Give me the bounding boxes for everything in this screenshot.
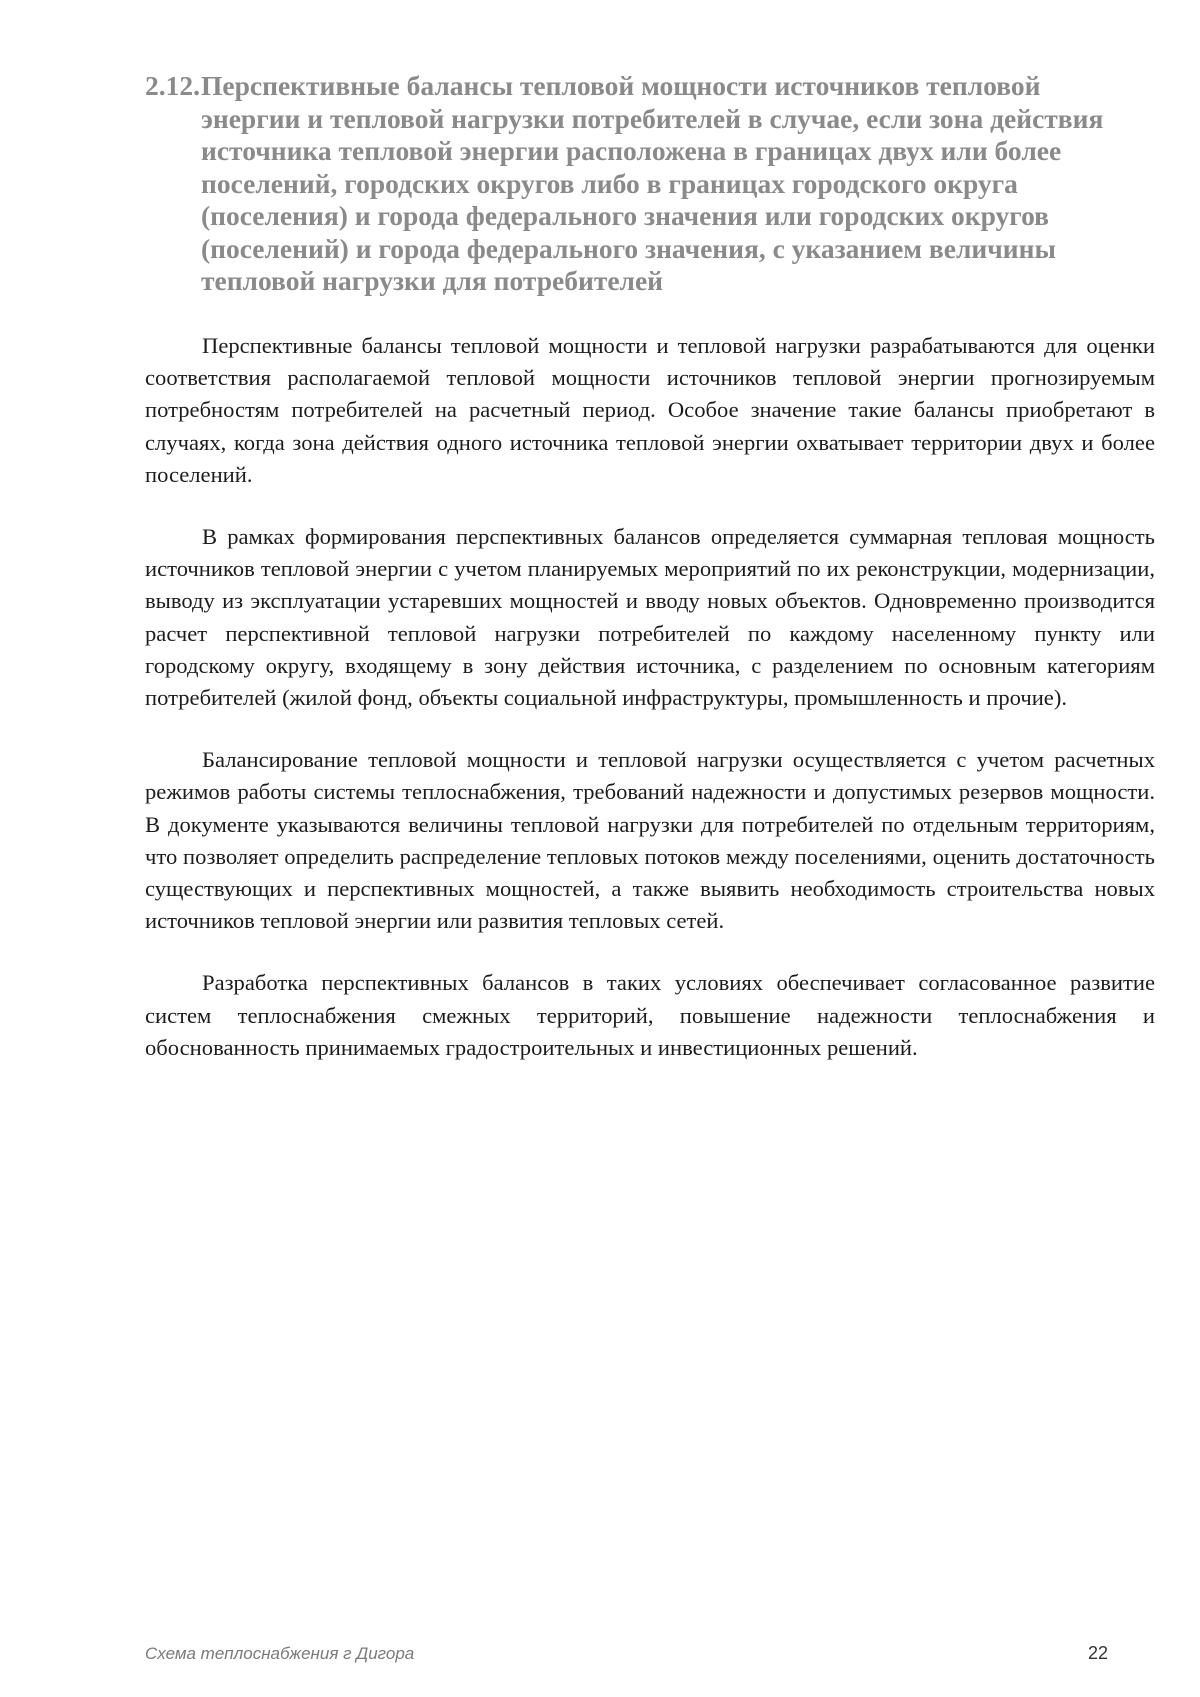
- heading-line: тепловой нагрузки для потребителей: [201, 265, 664, 296]
- section-heading: [145, 70, 1145, 298]
- page-number: 22: [1087, 1643, 1108, 1663]
- heading-line: (поселения) и города федерального значения или городских округов: [201, 200, 1049, 231]
- heading-line: поселений, городских округов либо в границах городского округа: [201, 167, 1018, 199]
- section-number: 2.12.: [145, 70, 200, 101]
- body-paragraph: Перспективные балансы тепловой мощности и тепловой нагрузки разрабатываются для оценки соответствия располагаемой тепловой мощности источников тепловой энергии прогнозируемым потребностям потребителей на расчетный период. Особое значение такие балансы приобретают в случаях, когда зона действия одного источника тепловой энергии охватывает территории двух и более поселений.: [145, 333, 1155, 487]
- heading-line: (поселений) и города федерального значения, с указанием величины: [201, 232, 1056, 264]
- footer-document-title: Схема теплоснабжения г Дигора: [145, 1644, 415, 1663]
- body-paragraph: В рамках формирования перспективных балансов определяется суммарная тепловая мощность источников тепловой энергии с учетом планируемых мероприятий по их реконструкции, модернизации, выводу из эксплуатации устаревших мощностей и вводу новых объектов. Одновременно производится расчет перспективной тепловой нагрузки потребителей по каждому населенному пункту или городскому округу, входящему в зону действия источника, с разделением по основным категориям потребителей (жилой фонд, объекты социальной инфраструктуры, промышленность и прочие).: [145, 524, 1155, 711]
- document-body: [145, 330, 1155, 1094]
- heading-line: [145, 70, 1145, 103]
- heading-line: источника тепловой энергии расположена в границах двух или более: [201, 135, 1062, 166]
- heading-line-text: Перспективные балансы тепловой мощности источников тепловой: [201, 70, 1041, 101]
- body-paragraph: Разработка перспективных балансов в таких условиях обеспечивает согласованное развитие систем теплоснабжения смежных территорий, повышение надежности теплоснабжения и обоснованность принимаемых градостроительных и инвестиционных решений.: [145, 970, 1155, 1060]
- body-paragraph: Балансирование тепловой мощности и тепловой нагрузки осуществляется с учетом расчетных режимов работы системы теплоснабжения, требований надежности и допустимых резервов мощности. В документе указываются величины тепловой нагрузки для потребителей по отдельным территориям, что позволяет определить распределение тепловых потоков между поселениями, оценить достаточность существующих и перспективных мощностей, а также выявить необходимость строительства новых источников тепловой энергии или развития тепловых сетей.: [145, 747, 1155, 934]
- heading-line: энергии и тепловой нагрузки потребителей в случае, если зона действия: [201, 102, 1104, 134]
